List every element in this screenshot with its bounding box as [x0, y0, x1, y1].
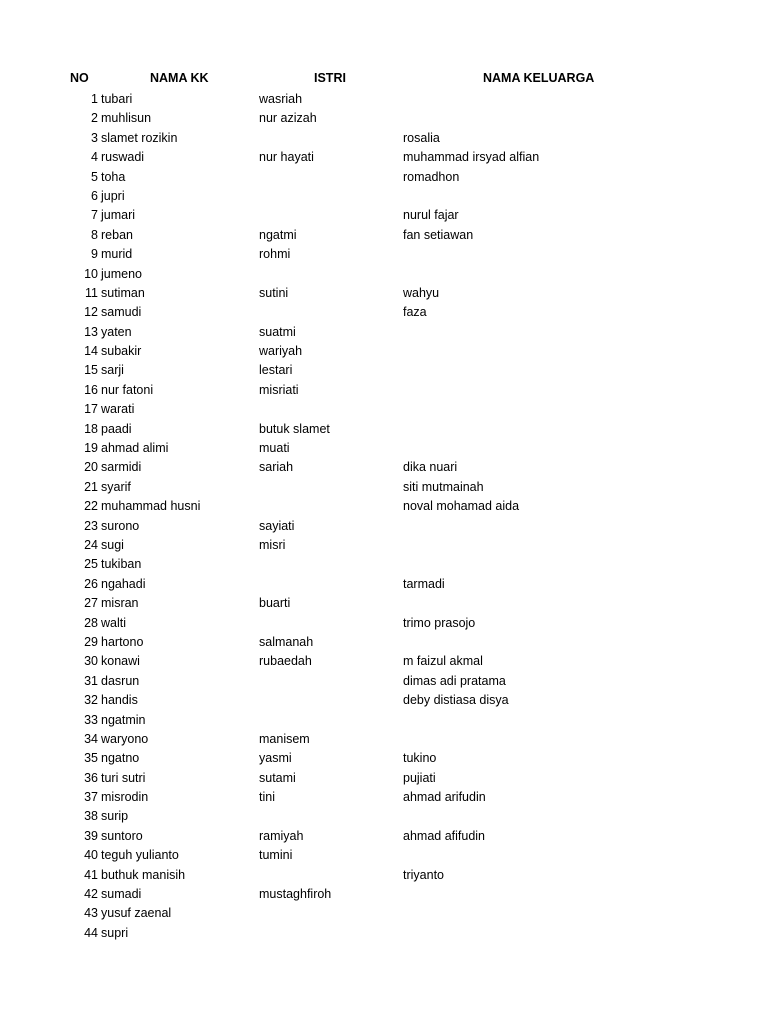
table-row — [0, 342, 768, 361]
cell-nama-kk: ngahadi — [101, 576, 146, 591]
cell-nama-kk: ngatno — [101, 751, 140, 766]
cell-nama-kk: ruswadi — [101, 150, 145, 165]
cell-nama-keluarga: dika nuari — [403, 460, 458, 475]
cell-nama-kk: sumadi — [101, 887, 142, 902]
cell-no: 31 — [84, 673, 98, 688]
table-row — [0, 361, 768, 380]
cell-nama-kk: slamet rozikin — [101, 130, 178, 145]
cell-istri: rubaedah — [259, 654, 312, 669]
cell-nama-kk: tubari — [101, 92, 133, 106]
cell-nama-kk: sutiman — [101, 285, 145, 300]
cell-nama-kk: suntoro — [101, 828, 143, 843]
cell-nama-kk: jumari — [101, 208, 136, 223]
table-row — [0, 90, 768, 109]
cell-nama-kk: murid — [101, 247, 133, 262]
cell-no: 34 — [84, 731, 98, 746]
cell-no: 4 — [91, 150, 98, 165]
cell-no: 10 — [84, 266, 98, 281]
table-row — [0, 206, 768, 225]
table-row — [0, 109, 768, 128]
cell-istri: sutini — [259, 285, 289, 300]
cell-nama-kk: samudi — [101, 305, 142, 320]
cell-nama-kk: subakir — [101, 344, 142, 359]
cell-nama-keluarga: pujiati — [403, 770, 436, 785]
table-row — [0, 730, 768, 749]
table-row — [0, 924, 768, 943]
table-row — [0, 168, 768, 187]
table-row — [0, 555, 768, 574]
cell-nama-kk: sarmidi — [101, 460, 142, 475]
cell-nama-keluarga: m faizul akmal — [403, 654, 483, 669]
table-row — [0, 187, 768, 206]
cell-istri: butuk slamet — [259, 421, 330, 436]
cell-nama-keluarga: trimo prasojo — [403, 615, 476, 630]
cell-no: 42 — [84, 887, 98, 902]
cell-nama-kk: teguh yulianto — [101, 848, 179, 863]
cell-nama-keluarga: nurul fajar — [403, 208, 459, 223]
cell-nama-kk: walti — [101, 615, 127, 630]
table-body — [0, 90, 768, 943]
cell-nama-keluarga: fan setiawan — [403, 227, 474, 242]
cell-nama-keluarga: wahyu — [403, 285, 440, 300]
cell-no: 21 — [84, 479, 98, 494]
cell-nama-kk: handis — [101, 693, 138, 708]
table-row — [0, 284, 768, 303]
table-row — [0, 575, 768, 594]
cell-no: 16 — [84, 382, 98, 397]
cell-nama-kk: surip — [101, 809, 129, 824]
cell-nama-kk: surono — [101, 518, 140, 533]
cell-no: 20 — [84, 460, 98, 475]
cell-no: 12 — [84, 305, 98, 320]
cell-no: 1 — [91, 92, 98, 106]
table-row — [0, 478, 768, 497]
cell-no: 35 — [84, 751, 98, 766]
cell-nama-keluarga: siti mutmainah — [403, 479, 484, 494]
table-row — [0, 129, 768, 148]
cell-nama-kk: paadi — [101, 421, 132, 436]
cell-no: 28 — [84, 615, 98, 630]
cell-no: 11 — [85, 285, 98, 300]
cell-no: 6 — [91, 188, 98, 203]
table-row — [0, 652, 768, 671]
cell-no: 15 — [84, 363, 98, 378]
cell-no: 24 — [84, 537, 98, 552]
cell-no: 37 — [84, 790, 98, 805]
cell-nama-kk: sugi — [101, 537, 124, 552]
cell-no: 14 — [84, 344, 98, 359]
cell-nama-kk: nur fatoni — [101, 382, 154, 397]
table-row — [0, 672, 768, 691]
table-row — [0, 691, 768, 710]
table-row — [0, 614, 768, 633]
table-row — [0, 788, 768, 807]
cell-no: 32 — [84, 693, 98, 708]
cell-istri: ngatmi — [259, 227, 297, 242]
cell-nama-kk: toha — [101, 169, 126, 184]
cell-no: 13 — [84, 324, 98, 339]
cell-no: 41 — [84, 867, 98, 882]
table-row — [0, 846, 768, 865]
cell-nama-keluarga: faza — [403, 305, 427, 320]
cell-istri: wasriah — [259, 92, 303, 106]
cell-no: 33 — [84, 712, 98, 727]
table-row — [0, 458, 768, 477]
cell-istri: suatmi — [259, 324, 296, 339]
cell-nama-kk: sarji — [101, 363, 124, 378]
table-row — [0, 807, 768, 826]
cell-nama-keluarga: ahmad afifudin — [403, 828, 486, 843]
cell-nama-kk: yaten — [101, 324, 132, 339]
cell-no: 3 — [91, 130, 98, 145]
cell-no: 39 — [84, 828, 98, 843]
cell-nama-keluarga: muhammad irsyad alfian — [403, 150, 540, 165]
cell-no: 29 — [84, 634, 98, 649]
table-row — [0, 420, 768, 439]
cell-istri: yasmi — [259, 751, 292, 766]
cell-no: 5 — [91, 169, 98, 184]
cell-no: 17 — [84, 402, 98, 417]
cell-istri: tumini — [259, 848, 293, 863]
cell-no: 19 — [84, 441, 98, 456]
cell-nama-kk: misran — [101, 596, 139, 611]
cell-nama-kk: muhlisun — [101, 111, 152, 126]
table-row — [0, 148, 768, 167]
cell-istri: nur azizah — [259, 111, 317, 126]
cell-istri: buarti — [259, 596, 291, 611]
cell-nama-kk: supri — [101, 925, 129, 940]
cell-no: 25 — [84, 557, 98, 572]
cell-istri: sariah — [259, 460, 294, 475]
cell-nama-keluarga: romadhon — [403, 169, 460, 184]
table-row — [0, 439, 768, 458]
table-row — [0, 594, 768, 613]
cell-istri: salmanah — [259, 634, 314, 649]
cell-istri: lestari — [259, 363, 293, 378]
cell-nama-keluarga: tarmadi — [403, 576, 445, 591]
cell-nama-kk: syarif — [101, 479, 131, 494]
cell-no: 18 — [84, 421, 98, 436]
cell-istri: muati — [259, 441, 290, 456]
cell-no: 26 — [84, 576, 98, 591]
cell-no: 40 — [84, 848, 98, 863]
cell-nama-kk: muhammad husni — [101, 499, 201, 514]
cell-nama-kk: jupri — [101, 188, 125, 203]
table-row — [0, 303, 768, 322]
cell-nama-kk: reban — [101, 227, 133, 242]
table-row — [0, 866, 768, 885]
cell-istri: nur hayati — [259, 150, 314, 165]
table-row — [0, 497, 768, 516]
cell-nama-kk: ngatmin — [101, 712, 146, 727]
cell-no: 23 — [84, 518, 98, 533]
table-row — [0, 749, 768, 768]
table-row — [0, 827, 768, 846]
cell-nama-keluarga: deby distiasa disya — [403, 693, 509, 708]
cell-nama-kk: hartono — [101, 634, 144, 649]
table-row — [0, 904, 768, 923]
cell-no: 2 — [91, 111, 98, 126]
table-row — [0, 226, 768, 245]
cell-nama-kk: konawi — [101, 654, 140, 669]
cell-nama-kk: jumeno — [101, 266, 142, 281]
cell-no: 22 — [84, 499, 98, 514]
table-row — [0, 245, 768, 264]
cell-nama-keluarga: triyanto — [403, 867, 444, 882]
cell-no: 30 — [84, 654, 98, 669]
cell-istri: misriati — [259, 382, 299, 397]
cell-nama-kk: turi sutri — [101, 770, 146, 785]
cell-istri: rohmi — [259, 247, 291, 262]
cell-no: 7 — [91, 208, 98, 223]
table-row — [0, 323, 768, 342]
cell-nama-kk: dasrun — [101, 673, 140, 688]
cell-nama-kk: waryono — [101, 731, 149, 746]
cell-no: 36 — [84, 770, 98, 785]
cell-istri: ramiyah — [259, 828, 304, 843]
cell-nama-kk: warati — [101, 402, 135, 417]
cell-istri: sayiati — [259, 518, 295, 533]
cell-nama-kk: misrodin — [101, 790, 149, 805]
table-row — [0, 711, 768, 730]
cell-istri: misri — [259, 537, 286, 552]
table-row — [0, 381, 768, 400]
cell-nama-kk: buthuk manisih — [101, 867, 186, 882]
cell-istri: manisem — [259, 731, 310, 746]
header-istri: ISTRI — [314, 71, 346, 85]
table-row — [0, 400, 768, 419]
cell-nama-kk: ahmad alimi — [101, 441, 169, 456]
cell-nama-kk: tukiban — [101, 557, 142, 572]
cell-istri: tini — [259, 790, 275, 805]
table-row — [0, 769, 768, 788]
cell-nama-keluarga: rosalia — [403, 130, 440, 145]
table-row — [0, 265, 768, 284]
table-row — [0, 633, 768, 652]
cell-nama-keluarga: noval mohamad aida — [403, 499, 520, 514]
cell-nama-keluarga: ahmad arifudin — [403, 790, 486, 805]
cell-nama-kk: yusuf zaenal — [101, 906, 172, 921]
cell-istri: wariyah — [259, 344, 303, 359]
table-row — [0, 517, 768, 536]
cell-nama-keluarga: dimas adi pratama — [403, 673, 506, 688]
header-no: NO — [70, 71, 89, 85]
cell-istri: sutami — [259, 770, 296, 785]
table-row — [0, 536, 768, 555]
cell-nama-keluarga: tukino — [403, 751, 437, 766]
table-row — [0, 885, 768, 904]
cell-no: 38 — [84, 809, 98, 824]
cell-no: 8 — [91, 227, 98, 242]
header-nama-keluarga: NAMA KELUARGA — [483, 71, 595, 85]
header-nama-kk: NAMA KK — [150, 71, 209, 85]
cell-istri: mustaghfiroh — [259, 887, 332, 902]
cell-no: 27 — [84, 596, 98, 611]
cell-no: 44 — [84, 925, 98, 940]
cell-no: 9 — [91, 247, 98, 262]
cell-no: 43 — [84, 906, 98, 921]
